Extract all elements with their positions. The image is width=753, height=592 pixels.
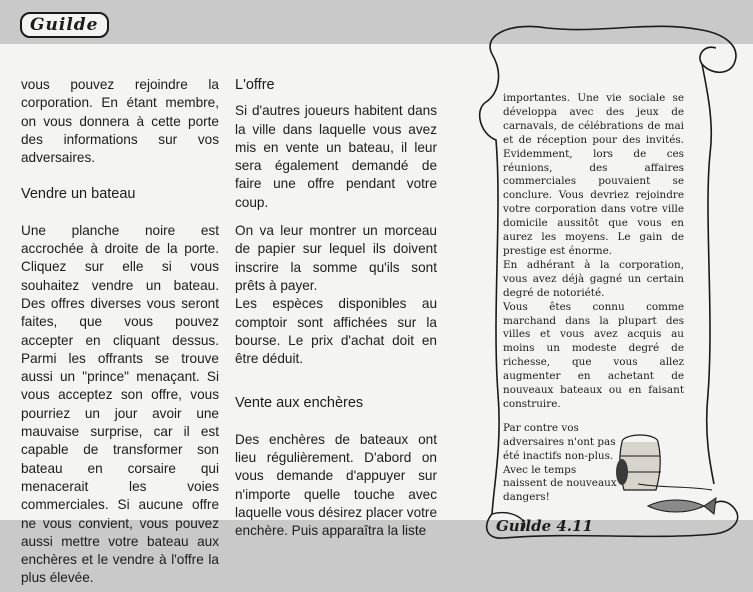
- scroll-paragraph-1: importantes. Une vie sociale se développa avec des jeux de carnavals, de célébrations de mai et de réception pour des invités. Evidemment, lors de ces réunions, des affaires commerciales pouvaient se conclure. Vous devriez rejoindre votre corporation dans votre ville domicile aussitôt que vous en aurez les moyens. Le gain de prestige est énorme.: [503, 92, 684, 257]
- left-column: [21, 76, 219, 588]
- scroll-text: [503, 92, 684, 505]
- page-number: Guilde 4.11: [496, 517, 593, 535]
- heading-vendre-un-bateau: Vendre un bateau: [21, 186, 136, 203]
- offre-paragraph-3: Les espèces disponibles au comptoir sont affichées sur la bourse. Le prix d'achat doit en être déduit.: [235, 296, 437, 367]
- scroll-paragraph-2: En adhérant à la corporation, vous avez déjà gagné un certain degré de notoriété.: [503, 258, 684, 299]
- offre-paragraph-1: Si d'autres joueurs habitent dans la ville dans laquelle vous avez mis en vente un bateau, il leur sera également demandé de faire une offre pendant votre coup.: [235, 103, 437, 210]
- vendre-paragraph: Une planche noire est accrochée à droite de la porte. Cliquez sur elle si vous souhaitez vendre un bateau. Des offres diverses vous seront faites, que vous pouvez accepter en cliquant dessus. Parmi les offrants se trouve aussi un "prince" menaçant. Si vous acceptez son offre, vous pourriez un jour avoir une mauvaise surprise, car il est capable de transformer son bateau en corsaire qui menacerait les voies commerciales. Si aucune offre ne vous convient, vous pouvez aussi mettre votre bateau aux enchères et le vendre à l'offre la plus élevée.: [21, 222, 219, 586]
- intro-paragraph: vous pouvez rejoindre la corporation. En étant membre, on vous donnera à cette porte des informations sur vos adversaires.: [21, 77, 219, 166]
- encheres-paragraph: Des enchères de bateaux ont lieu régulièrement. D'abord on vous demande d'appuyer sur n'importe quelle touche avec laquelle vous désirez placer votre enchère. Puis apparaîtra la liste: [235, 431, 437, 539]
- guilde-logo: Guilde: [20, 12, 109, 38]
- heading-offre: L'offre: [235, 77, 275, 93]
- scroll-paragraph-3: Vous êtes connu comme marchand dans la plupart des villes et vous avez acquis au moins un modeste degré de richesse, que vous allez augmenter en achetant de nouveaux bateaux ou en faisant construire.: [503, 300, 684, 410]
- offre-paragraph-2: On va leur montrer un morceau de papier sur lequel ils doivent inscrire la somme qu'ils sont prêts à payer.: [235, 223, 437, 293]
- middle-column: [235, 76, 437, 541]
- heading-vente-aux-encheres: Vente aux enchères: [235, 395, 364, 412]
- scroll-paragraph-4: Par contre vos adversaires n'ont pas été inactifs non-plus. Avec le temps naissent de nouveaux dangers!: [503, 421, 617, 504]
